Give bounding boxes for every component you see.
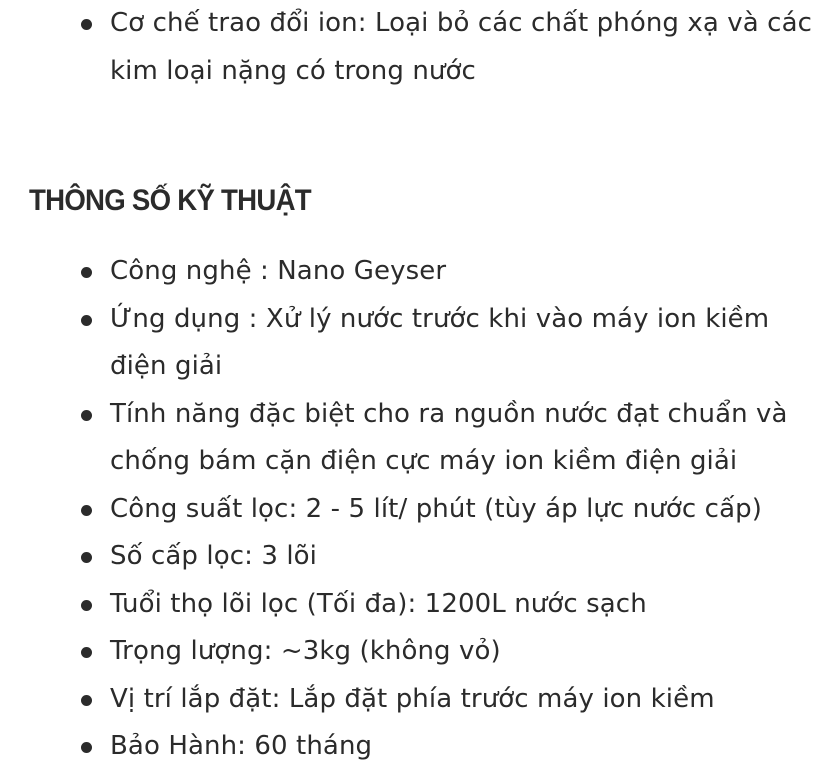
feature-list — [0, 0, 834, 95]
list-item-text: Ứng dụng : Xử lý nước trước khi vào máy ion kiềm điện giải — [110, 303, 770, 381]
list-item-text: Bảo Hành: 60 tháng — [110, 731, 373, 761]
bullet-icon — [81, 410, 92, 421]
bullet-icon — [81, 600, 92, 611]
list-item-text: Trọng lượng: ~3kg (không vỏ) — [110, 636, 501, 666]
list-item — [0, 581, 834, 629]
list-item-text: Vị trí lắp đặt: Lắp đặt phía trước máy ion kiềm — [110, 683, 715, 714]
bullet-icon — [81, 505, 92, 516]
list-item — [0, 723, 834, 771]
list-item — [0, 296, 834, 391]
section-heading: THÔNG SỐ KỸ THUẬT — [29, 184, 311, 217]
bullet-icon — [81, 315, 92, 326]
list-item — [0, 391, 834, 486]
spec-list — [0, 248, 834, 771]
list-item-text: Số cấp lọc: 3 lõi — [110, 541, 317, 571]
list-item-text: Cơ chế trao đổi ion: Loại bỏ các chất phóng xạ và các kim loại nặng có trong nước — [110, 8, 812, 86]
bullet-icon — [81, 647, 92, 658]
list-item — [0, 533, 834, 581]
list-item — [0, 486, 834, 534]
list-item-text: Tuổi thọ lõi lọc (Tối đa): 1200L nước sạch — [110, 588, 647, 619]
bullet-icon — [81, 552, 92, 563]
list-item — [0, 248, 834, 296]
bullet-icon — [81, 742, 92, 753]
bullet-icon — [81, 267, 92, 278]
list-item-text: Công nghệ : Nano Geyser — [110, 256, 447, 286]
bullet-icon — [81, 695, 92, 706]
list-item-text: Tính năng đặc biệt cho ra nguồn nước đạt chuẩn và chống bám cặn điện cực máy ion kiềm điện giải — [110, 398, 788, 476]
list-item-text: Công suất lọc: 2 - 5 lít/ phút (tùy áp lực nước cấp) — [110, 493, 762, 524]
bullet-icon — [81, 19, 92, 30]
list-item — [0, 676, 834, 724]
list-item — [0, 628, 834, 676]
list-item — [0, 0, 834, 95]
